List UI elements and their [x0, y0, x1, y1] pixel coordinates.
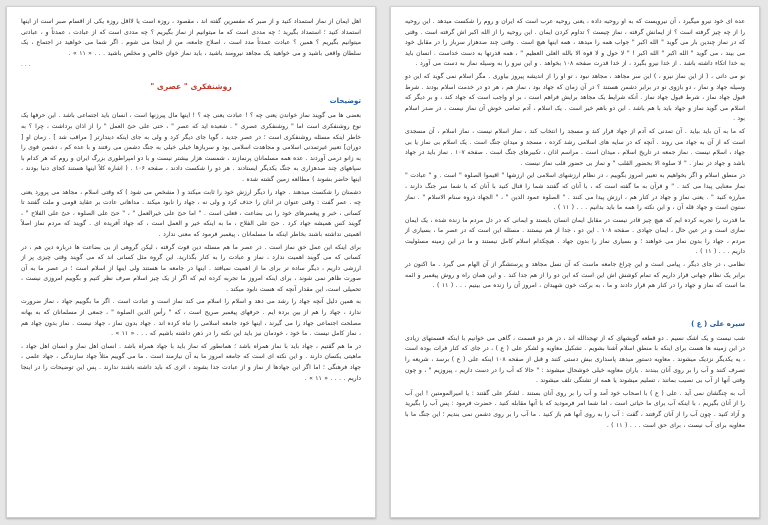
bottom-paragraph: شب نیست و یک اشک نسیم . دو قطعه گویشهای که از تهجدالله اند ، در هر دو قسمت ، گاهی می خوانیم با اینکه قسمتهای زیادی در این زمینه ها هست برای اینکه با منطق اسلام آشنا بشویم . تشکیل معاویه و لشکر علی ( ع ) ، در جای که کنار فرات بوده است ، یه یکدیگر نزدیک میشوند . معاویه دستور میدهد پاسداری بیش دستی کنند و قبل از صفحه ۱۰۸ اینکه علی ( ع ) برسد ، شریعه را تصرف کنند و آب را بر روی آنان ببندند . یاران معاویه خیلی خوشحال میشوند : " حالا که آب را در دست داریم ، پیروزیم " ، و چون وقتی آنها از آب بی نصیب بمانند ، تسلیم میشوند یا همه از تشنگی تلف میشوند .	[405, 334, 745, 385]
top-paragraph: ما قدرت را تجربه کرده ایم که هیچ چیز قادر نیست در مقابل ایمان انسان بایستد و ایمانی که در دل مردم ما زنده شده ، یک ایمان نمازی است و در عین حال ، ایمان جهادی . صفحه ۱۰۸ . این دو ، جدا از هم نیستند . مسئله این است که در عصر ما ، بسیاری از مردم ، جهاد را بدون نماز می خواهند ؛ و بسیاری نماز را بدون جهاد . هیچکدام اسلام کامل نیستند و ما در این زمینه مسئولیت داریم . . . ( ۱۱ ) .	[405, 216, 745, 256]
body-paragraph: در ما هم گفتیم ، جهاد باید با نماز همراه باشد ؛ همانطور که نماز باید با جهاد همراه باشد . انسان اهل نماز و انسان اهل جهاد ، ماهیتی یکسان دارند . و این نکته ای است که جامعه امروز ما به آن نیازمند است . ما می گوییم مثلاً جهاد سازندگی ، جهاد علمی ، جهاد فرهنگی ؛ اما اگر این جهادها از نماز و از عبادت جدا بشوند ، اثری که باید داشته باشند ندارند . پس این توضیحات را در اینجا داریم . . . . « ۱۱ » .	[21, 342, 361, 382]
body-paragraph: بعضی ها می گویند نماز خواندن یعنی چه ؟ ! عبادت یعنی چه ؟ ! اینها مال پیرزنها است ، انسان باید اجتماعی باشد . این حرفها یک نوع روشنفکری است اما " روشنفکری عصری " . شعبده اید که عصر " ، حتی علی حیّ العمل " را از اذان برداشت ، چرا ؟ به خاطر اینکه مسئله روشنفکری است ؛ در عصر جدید ، گویا جای دیگر کرد و ولی به جای اینکه دیندارتر [ مراقب شد ] . زمان او [ دوران] تعبیر غیرتمدنی اسلامی و مجاهدت اسلامی بود و سربازها خیلی خیلی به جنگ دشمن می رفتند و با عده کم ، دشمن قوی را به زانو درمی آوردند . عده همه مسلمانان پرنمازند ، شمست هزار بیشتر نیست و با دو امپراطوری بزرگ ایران و روم که هر کدام با سپاههای چند صدهزاری به جنگ یکدیگر ایستادند . هر دو را شکست دادند ، صفحه ۱۰۶ . ( اشاره کلاً اینها هستند کجای دنیا بودند ، اینها حاضر بشوند ) مطالعه زمین گشته شده .	[21, 112, 361, 183]
subsection-title: توضیحات	[329, 97, 361, 106]
trailing-dots: . . .	[21, 61, 31, 69]
left-page	[6, 6, 376, 518]
top-paragraph: عده ای خود نیرو میگیرد ، آن نیرویست که به او روحیه داده ، یعنی روحیه عرب است که ایران و روم را شکست میدهد . این روحیه را از چه چیز گرفته است ؟ از ایمانش گرفته ، نماز چیست ؟ تداوم کردن ایمان . این روحیه را از الله اکبر اش گرفته است . وقتی که در نماز چندین بار می گوید " الله اکبر " جواب همه را میدهد ، همه اینها هیچ است . وقتی چند صدهزار سرباز را در مقابل خود می بیند ، می گوید " الله اکبر " الله اکبر ! " لا حول و لا قوه الا بالله العلی العظیم " ، همه قدرتها به دست خداست . انسان باید به خدا اتکاء داشته باشد . از خدا نیرو بگیرد ، از خدا قدرت صفحه ۱۰۸ بخواهد . و این نیرو را به وسیله نماز به دست می آورد .	[405, 18, 745, 68]
right-page	[390, 6, 760, 518]
body-paragraph: دشمنان را شکست میدهند . جهاد را دیگر ارزش خود را ثابت میکند و ( مشخص می شود ) که وقتی اسلام ، مجاهد می پرورد یعنی چه . عمر گفت : وقتی عنوان در اذان را حذف کرد و ولی نه ، جهاد را نابود میکند . مداهانی عادت بر عقاید قومی و ملت گفتند تا کسانی ، خبر و پیغمبرهای خود را بی بضاعت ، فعلی است . " اما حیّ علی خیرالعمل " ، " حیّ علی الصلوه ، حیّ علی الفلاح " ، گویند کس همیشه جهاد کرد . حیّ علی الفلاح ، ما به اینکه خیر و العمل است ، که جهاد آفریده ای . گویند که مردم نماز اصلاً اهمیتی نداشته باشند بخاطر اینکه ما مسلمانان ، پیغمبر فرمود که معنی ندارد .	[21, 188, 361, 238]
body-paragraph: به همین دلیل آنچه جهاد را رشد می دهد و اسلام را اسلام می کند نماز است و عبادت است . اگر ما بگوییم جهاد ، نماز ضرورت ندارد ، جهاد را هم از بین برده ایم . حرفهای پیغمبر صریح است ، که " رأس الدین الصلوه " ، جمعی از مسلمانان که به بهانه مصلحت اجتماعی جهاد را می گیرند ، اینها خود جامعه اسلامی را تباه کرده اند . جهاد بدون نماز ، جهاد نیست . نماز بدون جهاد هم ، نماز کامل نیست . ما خود ، خودمان نیز باید این نکته را در ذهن داشته باشیم که . . . « ۱۱ » .	[21, 298, 361, 338]
top-paragraph: نو می دانی ، ( از این نماز نیرو ، ) این سر مجاهد ، مجاهد نبود ، تو او را از اندیشه پیروز بیاوری . مگر اسلام نمی گوید که این دو وسیله جهاد و نماز ، دو بازوی تو در برابر دشمن هستند ؟ در آن زمان که جهاد بود ، نماز هم ، هر دو در خدمت اسلام بودند . شرط قبول جهاد نماز ، شرط قبول جهاد نماز . آنکه شرایط یک مجاهد برایش فراهم است ، بر او واجب است که جهاد کند ، و بر دیگر که اسلام می گوید نماز و جهاد باید با هم باشد . این دو باهم خیر است . یک اسلام ، آدم تمامی خوش آن نماز نیست ، در صدر اسلام بود .	[405, 72, 745, 123]
bottom-paragraph: آب به چنگشان نمی آید . علی ( ع ) با اصحاب خود آمد و آب را بر روی آنان بستند . لشکر علی گفتند : یا امیرالمومنین ! این آب را از آنان بگیریم ، با اینکه آب برای ما حیاتی است ، اما شما امر فرمودید که با آنها مقابله کنید . حضرت فرمود : پس آب را بگیرید و آزاد کنید . چون آب را از آنان گرفتند ، گفت : آب را به روی آنها هم باز کنید . ما آب را بر روی دشمن نمی بندیم ؛ این جنگ ما با معاویه برای آب نیست ، برای حق است . . . ( ۱۱ ) .	[405, 389, 745, 429]
top-paragraph: در منطق اسلام و اگر بخواهیم به تعبیر امروز بگوییم ، در نظام ارزشهای اسلامی این ارزشها " اقیموا الصلوه " است . و " عبادت " نماز معنایی پیدا می کند . " و قرآن به ما گفته است که ، با آنان که گفتند شما را قتال کنید با آنان که با شما سر جنگ دارند ، مبارزه کنید " . یعنی نماز و جهاد در کنار هم ، ارزش پیدا می کنند . " الصلوه عمود الدین " ، " الجهاد ذروه سنام الاسلام " . نماز ستون است و جهاد قله آن ، و این نکته را همه ما باید بدانیم . . . ( ۱۱ ) .	[405, 172, 745, 212]
top-paragraph: که ما به آن باید بیاید . آن تمدنی که آدم از جهاد فرار کند و مسجد را انتخاب کند ، نماز اسلام نیست ، نماز اسلام ، آن مسجدی است که از آن به جهاد می روند . آنچه که در سایه های اسلامی رشد کرده ، مسجد و میدان جنگ است . یک اسلام بی نماز یا بی جهاد ، اسلام نیست . نماز جمعه در تاریخ اسلام ، میدان است . مراسم اذان ، تکبیرهای جنگ است . صفحه ۱۰۷ . نماز باید در جهاد باشد و جهاد در نماز . " لا صلوه الا بحضور القلب " و نماز بی حضور قلب نماز نیست .	[405, 127, 745, 167]
intro-paragraph: اهل ایمان از نماز استمداد کنید و از صبر که مفسرین گفته اند ، مقصود ، روزه است یا لااقل روزه یکی از اقسام صبر است از اینها استمداد کنید ؛ استمداد بگیرید ؛ چه مددی است که ما میتوانیم از نماز بگیریم ؟ چه مددی است که از عبادت ، عمدتاً و ، عبادتی میتوانیم بگیریم ؟ همین ؟ عبادت عمدتاً مدد است ، اصلاح جامعه، من از اینجا می شوم . اگر شما می خواهید در اجتماع ، یک سلطان واقعی باشید و می خواهید یک مجاهد نیرومند باشید ، باید نماز خوان خالص و مخلص باشید . . . « ۱۱ » .	[21, 18, 361, 57]
section-spacer	[405, 294, 745, 314]
body-paragraph: برای اینکه این عمل حق نماز است . در عصر ما هم مسئله دین قوت گرفته ، لیکن گروهی از بی بضاعت ها درباره دین هم ، در کسانی که می گویند اهمیت ندارد ، نماز و عبادت را به کنار بگذارید. این گروه مثل کسانی اند که می گویند وقتی چیزی پر از ارزشی داریم ، دیگر ساده تر برای ما از اهمیت نمیافتد . اینها در جامعه ما هستند ولی اینها از اسلام است ؛ در عصر ما به آن صورت ظاهر نمی شوند ، برای اینکه امروز ما تجربه کرده ایم که اگر از یک چیز اسلام صرف نظر کنیم و بگوییم امروزی نیست ، تحمیلی است، این مقدار آنچه که هست نابود میکند .	[21, 243, 361, 293]
top-paragraph: نظامی ، در جای دیگر ، پیامی است و این چراغ جامعه ماست که آن نسل مجاهد و پرستشگر از آن الهام می گیرد . ما اکنون در برابر یک نظام جهانی قرار داریم که تمام کوشش اش این است که این دو را از هم جدا کند . و این همان راه و روش پیغمبر و ائمه ما است که نماز و جهاد را در کنار هم قرار دادند و ما ، به برکت خون شهیدان ، امروز آن را زنده می بینیم . . . ( ۱۱ ) .	[405, 261, 745, 290]
section-title: روشنفکری " عصری "	[150, 82, 232, 92]
section-title-ali: سیره علی ( ع )	[691, 319, 745, 328]
